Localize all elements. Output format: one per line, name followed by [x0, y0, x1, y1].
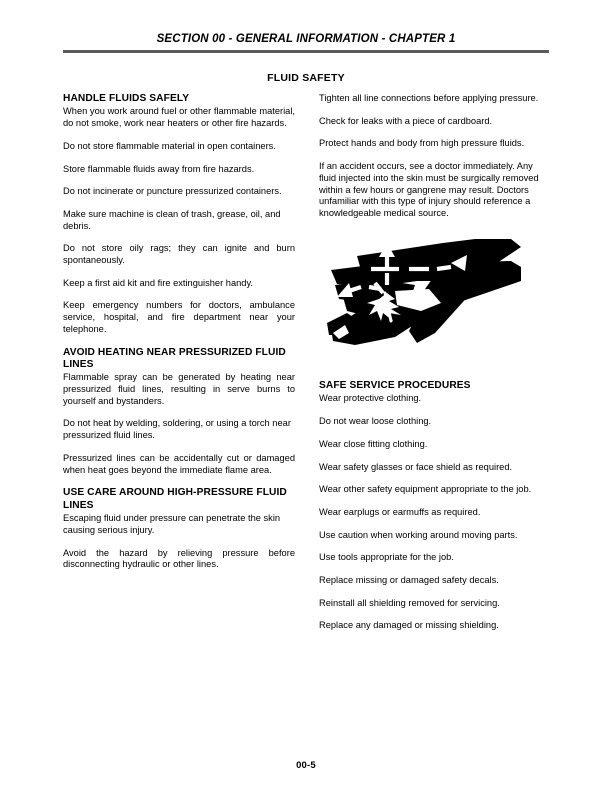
paragraph: Escaping fluid under pressure can penetrate the skin causing serious injury.: [63, 513, 281, 535]
right-column-upper: [319, 93, 551, 220]
hazard-figure-svg: [325, 237, 525, 349]
page-title: FLUID SAFETY: [267, 72, 345, 84]
section-heading-safe-service-procedures: SAFE SERVICE PROCEDURES: [319, 380, 471, 391]
paragraph: Flammable spray can be generated by heating near pressurized fluid lines, resulting in serve burns to yourself and bystanders.: [63, 372, 295, 406]
right-column-lower: [319, 380, 551, 632]
hand-and-hose-silhouette: [327, 239, 521, 345]
paragraph: Reinstall all shielding removed for servicing.: [319, 597, 500, 608]
paragraph: Wear earplugs or earmuffs as required.: [319, 506, 481, 517]
paragraph: Do not heat by welding, soldering, or using a torch near pressurized fluid lines.: [63, 418, 291, 441]
paragraph: Keep emergency numbers for doctors, ambulance service, hospital, and fire department near your telephone.: [63, 300, 295, 334]
paragraph: Tighten all line connections before applying pressure.: [319, 93, 539, 103]
running-header-title: SECTION 00 - GENERAL INFORMATION - CHAPTER 1: [156, 33, 456, 45]
left-column: [63, 93, 295, 571]
paragraph: Wear close fitting clothing.: [319, 438, 428, 449]
paragraph: Do not store flammable material in open containers.: [63, 140, 276, 151]
paragraph: When you work around fuel or other flammable material, do not smoke, work near heaters or other fire hazards.: [63, 106, 295, 129]
paragraph: Wear other safety equipment appropriate to the job.: [319, 484, 532, 495]
paragraph: Replace any damaged or missing shielding.: [319, 620, 499, 631]
paragraph: Use tools appropriate for the job.: [319, 552, 454, 563]
paragraph: Wear safety glasses or face shield as required.: [319, 461, 513, 472]
paragraph: Keep a first aid kit and fire extinguisher handy.: [63, 277, 254, 288]
paragraph: Do not store oily rags; they can ignite and burn spontaneously.: [63, 243, 295, 266]
paragraph: Use caution when working around moving parts.: [319, 529, 518, 540]
paragraph: Wear protective clothing.: [319, 393, 422, 404]
paragraph: Make sure machine is clean of trash, grease, oil, and debris.: [63, 208, 281, 231]
section-heading-use-care-around-high-pressure-fluid-lines: USE CARE AROUND HIGH-PRESSURE FLUID LINES: [63, 487, 287, 511]
paragraph: Do not wear loose clothing.: [319, 416, 432, 427]
paragraph: Check for leaks with a piece of cardboard.: [319, 115, 493, 126]
paragraph: Avoid the hazard by relieving pressure before disconnecting hydraulic or other lines.: [63, 547, 295, 570]
page-number-footer: 00-5: [296, 760, 316, 771]
paragraph: Replace missing or damaged safety decals.: [319, 575, 499, 586]
header-divider-rule: [63, 50, 549, 53]
paragraph: Store flammable fluids away from fire hazards.: [63, 163, 255, 174]
section-heading-avoid-heating-near-pressurized-fluid-lines: AVOID HEATING NEAR PRESSURIZED FLUID LINES: [63, 346, 286, 370]
paragraph: Protect hands and body from high pressure fluids.: [319, 138, 525, 149]
paragraph: Pressurized lines can be accidentally cut or damaged when heat goes beyond the immediate flame area.: [63, 452, 295, 475]
paragraph: If an accident occurs, see a doctor immediately. Any fluid injected into the skin must be surgically removed within a few hours or gangrene may result. Doctors unfamiliar with this type of injury should reference a knowledgeable medical source.: [319, 161, 539, 218]
section-heading-handle-fluids-safely: HANDLE FLUIDS SAFELY: [63, 93, 190, 104]
paragraph: Do not incinerate or puncture pressurized containers.: [63, 186, 282, 197]
hand-fluid-injection-hazard-illustration: [325, 237, 525, 349]
